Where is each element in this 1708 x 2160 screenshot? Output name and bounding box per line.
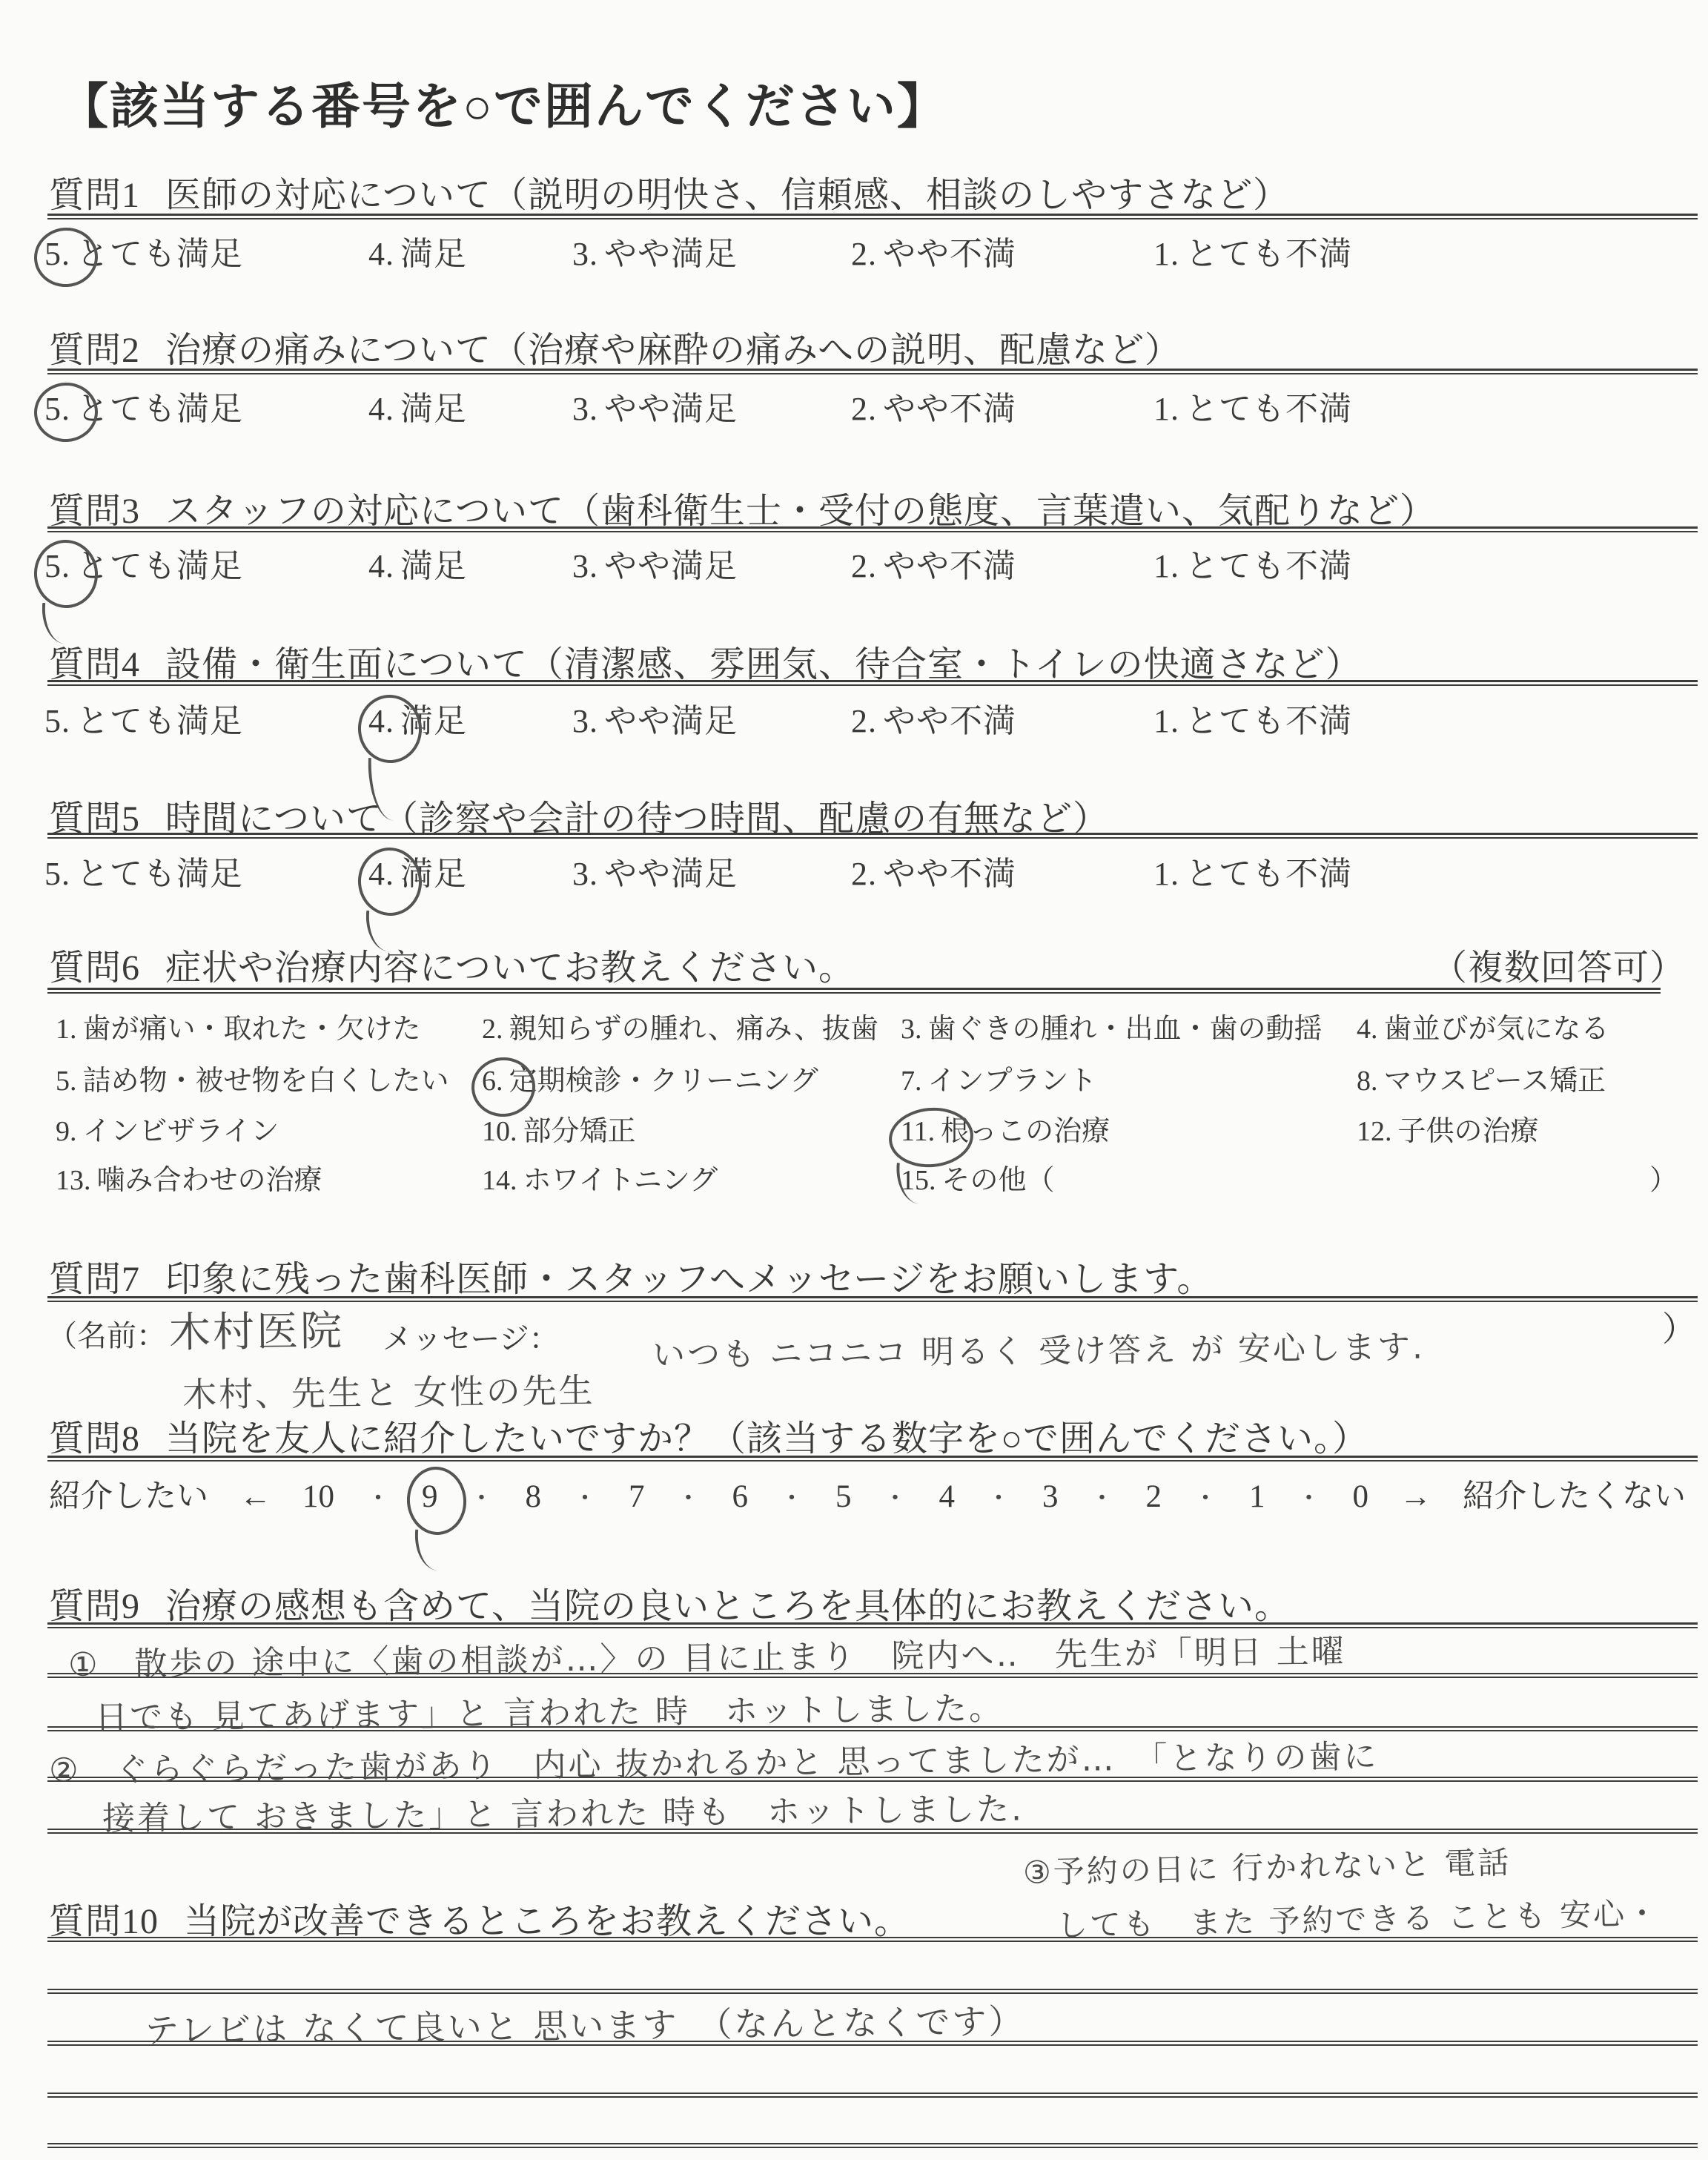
q5-option-2: 2. やや不満 — [851, 856, 1016, 892]
q8-number-8: 8 — [525, 1479, 541, 1514]
q8-dot: ・ — [675, 1485, 701, 1513]
q8-right-label: 紹介したくない — [1463, 1479, 1686, 1514]
answer-line — [47, 2143, 1698, 2148]
question-7-number: 質問7 — [49, 1260, 141, 1299]
question-8-header — [49, 1410, 1368, 1461]
q8-number-9: 9 — [422, 1479, 438, 1515]
divider-line — [47, 1622, 1698, 1628]
q6-option-1: 1. 歯が痛い・取れた・欠けた — [56, 1014, 421, 1045]
q6-option-8: 8. マウスピース矯正 — [1357, 1066, 1606, 1097]
q9-handwriting-line-3: ② ぐらぐらだった歯があり 内心 抜かれるかと 思ってましたが… 「となりの歯に — [48, 1737, 1379, 1790]
q8-number-5: 5 — [835, 1479, 852, 1514]
question-4-topic: 設備・衛生面について（清潔感、雰囲気、待合室・トイレの快適さなど） — [165, 645, 1362, 684]
question-4-number: 質問4 — [49, 645, 141, 684]
q8-number-3: 3 — [1042, 1479, 1059, 1514]
q8-dot: ・ — [1089, 1485, 1115, 1513]
question-6-number: 質問6 — [49, 948, 141, 988]
q2-option-1: 1. とても不満 — [1153, 391, 1352, 427]
q6-option-14: 14. ホワイトニング — [482, 1165, 718, 1196]
q9-handwriting-line-2: 日でも 見てあげます」と 言われた 時 ホットしました。 — [94, 1689, 1004, 1737]
q8-number-6: 6 — [732, 1479, 748, 1514]
q8-number-0: 0 — [1352, 1479, 1368, 1514]
q9-handwriting-line-1: ① 散歩の 途中に〈歯の相談が…〉の 目に止まり 院内へ‥ 先生が「明日 土曜 — [67, 1632, 1347, 1685]
question-1-number: 質問1 — [49, 176, 141, 215]
q3-option-3: 3. やや満足 — [572, 548, 738, 584]
q8-number-10: 10 — [302, 1479, 334, 1514]
q4-option-2: 2. やや不満 — [851, 703, 1016, 739]
divider-line — [47, 214, 1698, 219]
q8-right-arrow-icon: → — [1400, 1479, 1431, 1514]
q8-number-4: 4 — [939, 1479, 955, 1514]
q6-option-11: 11. 根っこの治療 — [901, 1108, 1110, 1149]
q7-close-paren: ） — [1662, 1310, 1696, 1348]
q3-option-5: 5. とても満足 — [44, 539, 243, 587]
q1-option-3: 3. やや満足 — [572, 236, 738, 272]
q8-left-label: 紹介したい — [49, 1479, 208, 1514]
answer-line — [47, 1937, 1698, 1942]
q6-option-7: 7. インプラント — [901, 1066, 1097, 1097]
q6-option-10: 10. 部分矯正 — [482, 1116, 636, 1147]
question-6-topic: 症状や治療内容についてお教えください。 — [165, 948, 855, 988]
question-8-topic: 当院を友人に紹介したいですか？（該当する数字を○で囲んでください。） — [165, 1419, 1369, 1459]
q2-option-2: 2. やや不満 — [851, 391, 1016, 427]
divider-line — [47, 369, 1698, 374]
question-10-number: 質問10 — [49, 1902, 159, 1941]
question-2-header — [49, 321, 1181, 372]
divider-line — [47, 680, 1698, 686]
q4-option-4: 4. 満足 — [368, 694, 467, 742]
answer-line — [47, 2093, 1698, 2098]
question-7-topic: 印象に残った歯科医師・スタッフへメッセージをお願いします。 — [165, 1260, 1214, 1299]
q1-option-2: 2. やや不満 — [851, 236, 1016, 272]
q4-option-1: 1. とても不満 — [1153, 703, 1352, 739]
q2-option-5: 5. とても満足 — [44, 382, 243, 429]
q8-number-7: 7 — [629, 1479, 645, 1514]
q4-option-5: 5. とても満足 — [44, 703, 243, 739]
q10-side-note-line-1: ③予約の日に 行かれないと 電話 — [1022, 1844, 1512, 1891]
q8-dot: ・ — [1193, 1485, 1218, 1513]
divider-line — [47, 1456, 1698, 1462]
q6-option-6: 6. 定期検診・クリーニング — [482, 1057, 818, 1098]
q6-option-4: 4. 歯並びが気になる — [1357, 1014, 1609, 1045]
q10-side-note-line-2: しても また 予約できる ことも 安心・ — [1056, 1895, 1661, 1944]
q8-number-2: 2 — [1145, 1479, 1162, 1514]
question-4-header — [49, 635, 1362, 687]
question-10-topic: 当院が改善できるところをお教えください。 — [184, 1902, 911, 1941]
question-9-topic: 治療の感想も含めて、当院の良いところを具体的にお教えください。 — [165, 1587, 1291, 1626]
q7-message-label: メッセージ： — [383, 1322, 559, 1355]
q8-dot: ・ — [572, 1485, 598, 1513]
q9-handwriting-line-4: 接着して おきました」と 言われた 時も ホットしました. — [102, 1790, 1025, 1838]
q6-other-close-paren: ） — [1649, 1165, 1678, 1196]
q6-option-12: 12. 子供の治療 — [1357, 1116, 1539, 1147]
q8-dot: ・ — [882, 1485, 908, 1513]
q6-option-9: 9. インビザライン — [56, 1116, 279, 1147]
q6-option-3: 3. 歯ぐきの腫れ・出血・歯の動揺 — [901, 1014, 1323, 1045]
question-5-number: 質問5 — [49, 799, 141, 839]
q10-answer-handwriting: テレビは なくて良いと 思います （なんとなくです） — [144, 2001, 1025, 2051]
question-3-header — [49, 482, 1436, 533]
q8-dot: ・ — [365, 1485, 391, 1513]
q5-option-4: 4. 満足 — [368, 847, 467, 894]
q5-option-1: 1. とても不満 — [1153, 856, 1352, 892]
question-1-header — [49, 166, 1289, 217]
q8-number-1: 1 — [1249, 1479, 1265, 1514]
q3-option-2: 2. やや不満 — [851, 548, 1016, 584]
question-3-topic: スタッフの対応について（歯科衛生士・受付の態度、言葉遣い、気配りなど） — [165, 492, 1437, 531]
question-1-topic: 医師の対応について（説明の明快さ、信頼感、相談のしやすさなど） — [165, 176, 1290, 215]
answer-line — [47, 1989, 1698, 1994]
q8-dot: ・ — [1296, 1485, 1322, 1513]
divider-line — [47, 833, 1698, 839]
question-3-number: 質問3 — [49, 492, 141, 531]
q2-option-3: 3. やや満足 — [572, 391, 738, 427]
q7-name2-handwriting: 木村、先生と 女性の先生 — [182, 1370, 595, 1415]
q8-nps-scale — [49, 1471, 1686, 1516]
question-6-note: （複数回答可） — [1431, 948, 1686, 988]
q3-option-1: 1. とても不満 — [1153, 548, 1352, 584]
q2-option-4: 4. 満足 — [368, 391, 467, 427]
q8-dot: ・ — [469, 1485, 494, 1513]
q6-option-2: 2. 親知らずの腫れ、痛み、抜歯 — [482, 1014, 879, 1045]
question-9-number: 質問9 — [49, 1587, 141, 1626]
question-10-header — [49, 1892, 910, 1943]
q7-message-handwriting: いつも ニコニコ 明るく 受け答え が 安心します. — [652, 1328, 1426, 1375]
q5-option-3: 3. やや満足 — [572, 856, 738, 892]
q6-option-13: 13. 噛み合わせの治療 — [56, 1165, 322, 1196]
q8-left-arrow-icon: ← — [239, 1479, 271, 1514]
question-8-number: 質問8 — [49, 1419, 141, 1459]
question-6-header — [49, 939, 855, 990]
q8-dot: ・ — [986, 1485, 1011, 1513]
q7-name-handwriting: 木村医院 — [168, 1307, 345, 1358]
divider-line — [47, 988, 1661, 994]
q1-option-1: 1. とても不満 — [1153, 236, 1352, 272]
q3-option-4: 4. 満足 — [368, 548, 467, 584]
q7-name-label: （名前： — [47, 1319, 166, 1353]
q4-option-3: 3. やや満足 — [572, 703, 738, 739]
question-2-number: 質問2 — [49, 331, 141, 370]
question-5-topic: 時間について（診察や会計の待つ時間、配慮の有無など） — [165, 799, 1110, 839]
form-title: 【該当する番号を○で囲んでください】 — [59, 80, 947, 134]
q8-dot: ・ — [779, 1485, 804, 1513]
q6-option-5: 5. 詰め物・被せ物を白くしたい — [56, 1066, 449, 1097]
divider-line — [47, 526, 1698, 532]
q6-option-15: 15. その他（ — [901, 1165, 1055, 1196]
question-2-topic: 治療の痛みについて（治療や麻酔の痛みへの説明、配慮など） — [165, 331, 1182, 370]
q1-option-5: 5. とても満足 — [44, 227, 243, 274]
question-9-header — [49, 1577, 1291, 1628]
question-7-header — [49, 1250, 1213, 1301]
q1-option-4: 4. 満足 — [368, 236, 467, 272]
q5-option-5: 5. とても満足 — [44, 856, 243, 892]
